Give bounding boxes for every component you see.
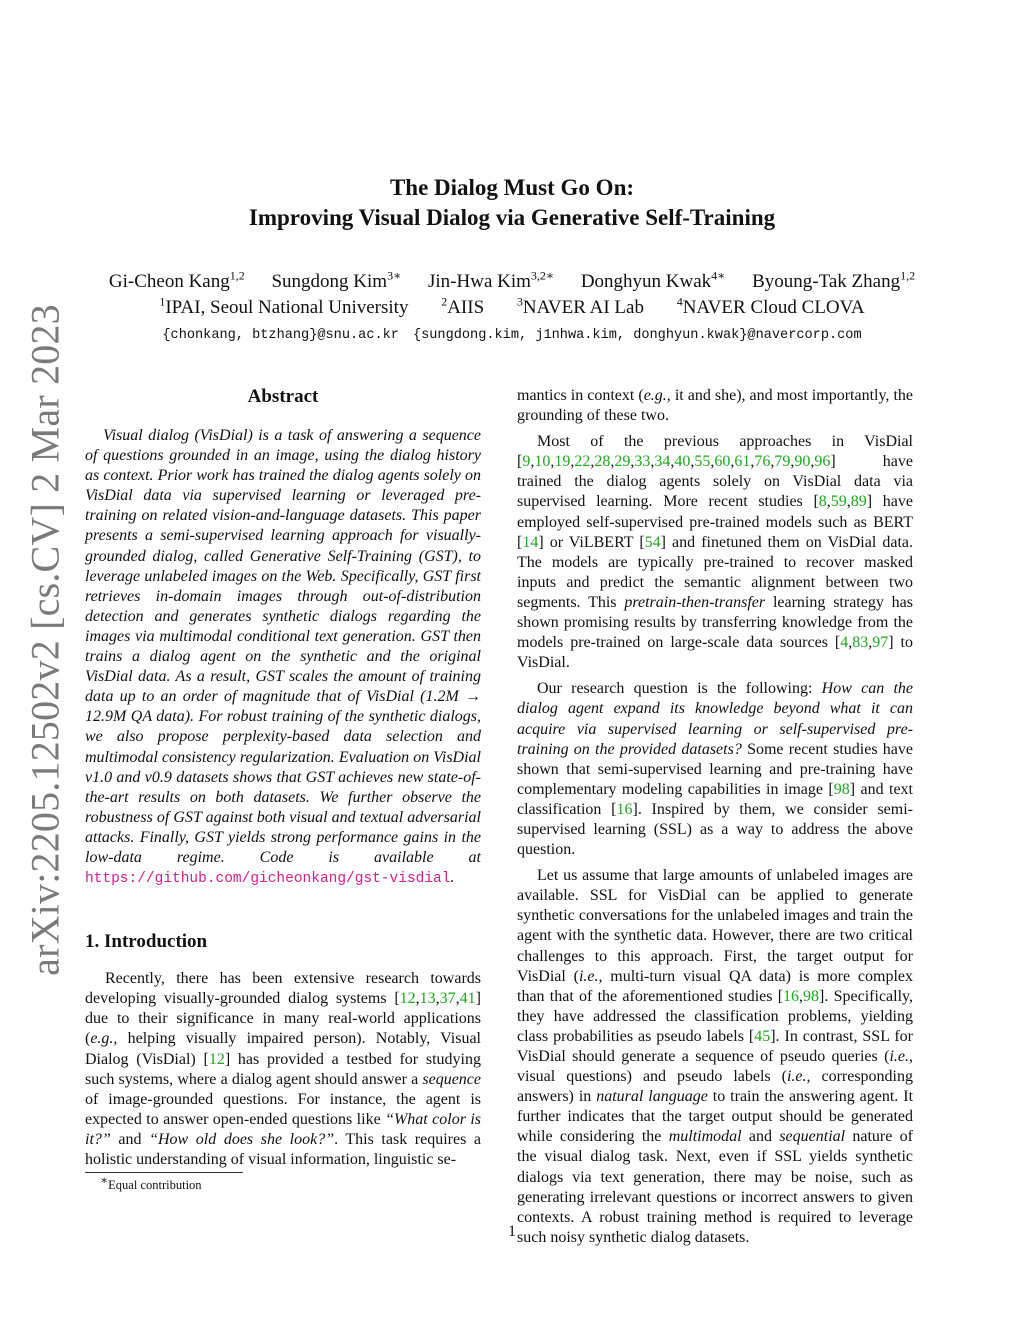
- citation-link[interactable]: 29: [614, 453, 631, 471]
- abstract-text: Visual dialog (VisDial) is a task of answering a sequence of questions grounded in an image, using the dialog history as context. Prior work has trained the dialog agents solely on VisDial data via supervised learning or leveraged pre-training on related vision-and-language datasets. This paper presents a semi-supervised learning approach for visually-grounded dialog, called Generative Self-Training (GST), to leverage unlabeled images on the Web. Specifically, GST first retrieves in-domain images through out-of-distribution detection and generates synthetic dialogs regarding the images via multimodal conditional text generation. GST then trains a dialog agent on the synthetic and the original VisDial data. As a result, GST scales the amount of training data up to an order of magnitude that of VisDial (1.2M → 12.9M QA data). For robust training of the synthetic dialogs, we also propose perplexity-based data selection and multimodal consistency regularization. Evaluation on VisDial v1.0 and v0.9 datasets shows that GST achieves new state-of-the-art results on both datasets. We further observe the robustness of GST against both visual and textual adversarial attacks. Finally, GST yields strong performance gains in the low-data regime. Code is available at: [85, 427, 481, 866]
- citation-link[interactable]: 55: [694, 453, 711, 471]
- author: Jin-Hwa Kim$^{3,2∗}$: [428, 268, 555, 292]
- arxiv-stamp: arXiv:2205.12502v2 [cs.CV] 2 Mar 2023: [22, 304, 68, 976]
- citation-link[interactable]: 83: [852, 634, 869, 652]
- email: {sungdong.kim, j1nhwa.kim, donghyun.kwak}@navercorp.com: [412, 328, 862, 343]
- body-paragraph: Our research question is the following: How can the dialog agent expand its knowledge beyond what it can acquire via supervised learning or self-supervised pre-training on the provided datasets? Some recent studies have shown that semi-supervised learning and pre-training have complementary modeling capabilities in image [98] and text classification [16]. Inspired by them, we consider semi-supervised learning (SSL) as a way to address the above question.: [517, 680, 914, 859]
- citation-link[interactable]: 54: [644, 533, 661, 551]
- author: Byoung-Tak Zhang$^{1,2}$: [752, 268, 916, 292]
- citation-link[interactable]: 8: [818, 493, 827, 511]
- body-paragraph: mantics in context (e.g., it and she), and most importantly, the grounding of these two.: [517, 387, 913, 425]
- section-heading-introduction: 1. Introduction: [85, 931, 208, 953]
- body-paragraph: Let us assume that large amounts of unlabeled images are available. SSL for VisDial can be applied to generate synthetic conversations for the unlabeled images and train the agent with the synthetic data. However, there are two critical challenges to this approach. First, the target output for VisDial (i.e., multi-turn visual QA data) is more complex than that of the aforementioned studies [16,98]. Specifically, they have addressed the classification problems, yielding class probabilities as pseudo labels [45]. In contrast, SSL for VisDial should generate a sequence of pseudo queries (i.e., visual questions) and pseudo labels (i.e., corresponding answers) in natural language to train the answering agent. It further indicates that the target output should be generated while considering the multimodal and sequential nature of the visual dialog task. Next, even if SSL yields synthetic dialogs via text generation, there may be noise, such as generating irrelevant questions or incorrect answers to given contexts. A robust training method is required to leverage such noisy synthetic dialog datasets.: [517, 867, 914, 1246]
- author-list: [0, 269, 1024, 295]
- citation-link[interactable]: 22: [574, 453, 591, 471]
- citation-link[interactable]: 90: [794, 453, 811, 471]
- email-list: [0, 323, 1024, 349]
- citation-link[interactable]: 41: [459, 990, 476, 1008]
- citation-link[interactable]: 96: [814, 453, 831, 471]
- footnote: ∗Equal contribution: [100, 1172, 202, 1192]
- citation-link[interactable]: 79: [774, 453, 791, 471]
- citation-link[interactable]: 10: [534, 453, 551, 471]
- affiliation: $^3$NAVER AI Lab: [516, 294, 644, 318]
- citation-link[interactable]: 4: [840, 634, 849, 652]
- right-column: [517, 386, 913, 1254]
- footnote-divider: [85, 1172, 243, 1173]
- abstract-heading: Abstract: [247, 386, 319, 407]
- affiliation: $^4$NAVER Cloud CLOVA: [676, 294, 865, 318]
- citation-link[interactable]: 97: [872, 634, 889, 652]
- paper-title: [0, 173, 1024, 233]
- citation-link[interactable]: 12: [399, 990, 416, 1008]
- citation-link[interactable]: 98: [803, 987, 820, 1005]
- citation-link[interactable]: 37: [439, 990, 456, 1008]
- code-url-link[interactable]: https://github.com/gicheonkang/gst-visdial: [85, 871, 451, 888]
- citation-link[interactable]: 40: [674, 453, 691, 471]
- citation-link[interactable]: 60: [714, 453, 731, 471]
- citation-link[interactable]: 45: [754, 1027, 771, 1045]
- citation-link[interactable]: 89: [850, 493, 867, 511]
- citation-link[interactable]: 16: [783, 987, 800, 1005]
- citation-link[interactable]: 61: [734, 453, 751, 471]
- author-block: [0, 269, 1024, 349]
- left-column: [85, 384, 481, 1176]
- author: Donghyun Kwak$^{4∗}$: [580, 268, 726, 292]
- citation-link[interactable]: 16: [616, 800, 633, 818]
- citation-link[interactable]: 59: [830, 493, 847, 511]
- citation-link[interactable]: 98: [833, 780, 850, 798]
- page-number: 1: [508, 1223, 516, 1240]
- email: {chonkang, btzhang}@snu.ac.kr: [162, 328, 399, 343]
- citation-link[interactable]: 34: [654, 453, 671, 471]
- intro-paragraph: Recently, there has been extensive research towards developing visually-grounded dialog systems [12,13,37,41] due to their significance in many real-world applications (e.g., helping visually impaired person). Notably, Visual Dialog (VisDial) [12] has provided a testbed for studying such systems, where a dialog agent should answer a sequence of image-grounded questions. For instance, the agent is expected to answer open-ended questions like “What color is it?” and “How old does she look?”. This task requires a holistic understanding of visual information, linguistic se-: [85, 970, 481, 1168]
- citation-link[interactable]: 28: [594, 453, 611, 471]
- affiliation-list: [0, 295, 1024, 321]
- abstract-body: Visual dialog (VisDial) is a task of answering a sequence of questions grounded in an image, using the dialog history as context. Prior work has trained the dialog agents solely on VisDial data via supervised learning or leveraged pre-training on related vision-and-language datasets. This paper presents a semi-supervised learning approach for visually-grounded dialog, called Generative Self-Training (GST), to leverage unlabeled images on the Web. Specifically, GST first retrieves in-domain images through out-of-distribution detection and generates synthetic dialogs regarding the images via multimodal conditional text generation. GST then trains a dialog agent on the synthetic and the original VisDial data. As a result, GST scales the amount of training data up to an order of magnitude that of VisDial (1.2M → 12.9M QA data). For robust training of the synthetic dialogs, we also propose perplexity-based data selection and multimodal consistency regularization. Evaluation on VisDial v1.0 and v0.9 datasets shows that GST achieves new state-of-the-art results on both datasets. We further observe the robustness of GST against both visual and textual adversarial attacks. Finally, GST yields strong performance gains in the low-data regime. Code is available at https://github.com/gicheonkang/gst-visdial.: [85, 427, 481, 888]
- author: Gi-Cheon Kang$^{1,2}$: [108, 268, 245, 292]
- citation-link[interactable]: 33: [634, 453, 651, 471]
- citation-link[interactable]: 19: [554, 453, 571, 471]
- title-line-1: The Dialog Must Go On:: [389, 175, 635, 200]
- citation-link[interactable]: 12: [208, 1050, 225, 1068]
- citation-link[interactable]: 76: [754, 453, 771, 471]
- title-line-2: Improving Visual Dialog via Generative Self-Training: [248, 205, 776, 230]
- author: Sungdong Kim$^{3∗}$: [271, 268, 402, 292]
- citation-link[interactable]: 14: [522, 533, 539, 551]
- affiliation: $^2$AIIS: [441, 294, 485, 318]
- citation-link[interactable]: 13: [419, 990, 436, 1008]
- citation-link[interactable]: 9: [522, 453, 531, 471]
- affiliation: $^1$IPAI, Seoul National University: [159, 294, 409, 318]
- body-paragraph: Most of the previous approaches in VisDial [9,10,19,22,28,29,33,34,40,55,60,61,76,79,90,96] have trained the dialog agents solely on VisDial data via supervised learning. More recent studies [8,59,89] have employed self-supervised pre-trained models such as BERT [14] or ViLBERT [54] and finetuned them on VisDial data. The models are typically pre-trained to recover masked inputs and predict the semantic alignment between two segments. This pretrain-then-transfer learning strategy has shown promising results by transferring knowledge from the models pre-trained on large-scale data sources [4,83,97] to VisDial.: [517, 433, 914, 672]
